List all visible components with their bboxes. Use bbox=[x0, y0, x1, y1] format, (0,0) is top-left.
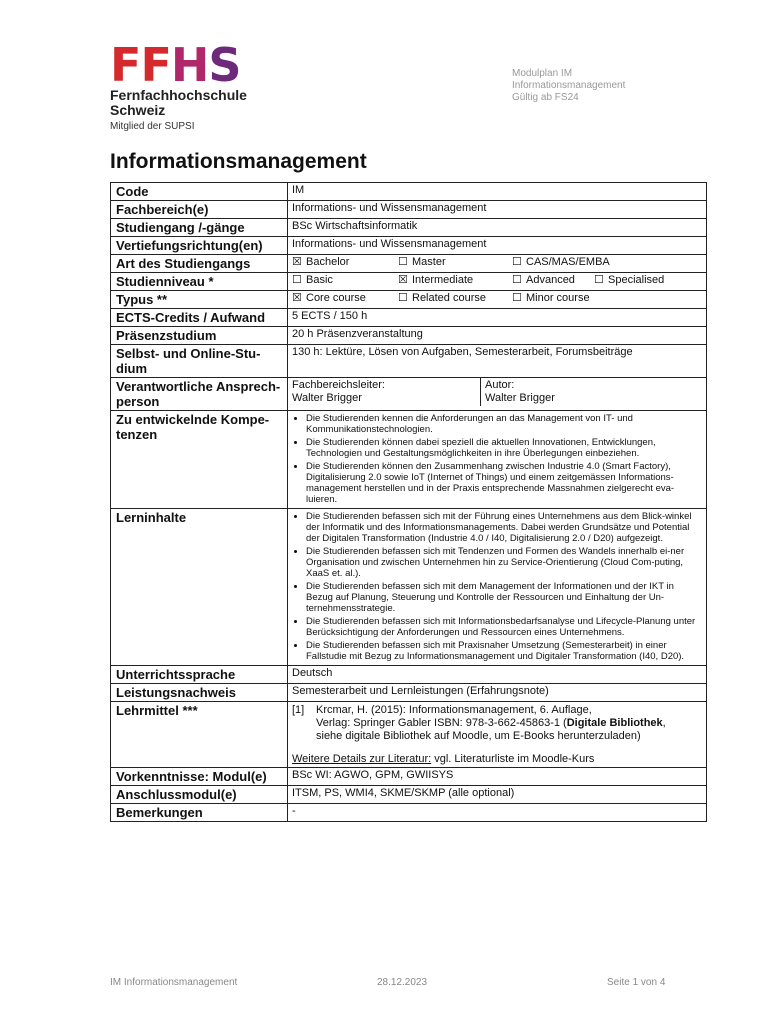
reference-number: [1] bbox=[292, 704, 305, 716]
header-line: Modulplan IM bbox=[512, 68, 573, 79]
option-cas-mas-emba bbox=[512, 256, 610, 269]
option-label: Master bbox=[412, 256, 446, 268]
option-minor-course bbox=[512, 292, 590, 305]
row-label: Studiengang /-gänge bbox=[111, 219, 288, 237]
logo-letter: F bbox=[110, 38, 141, 92]
row-value bbox=[288, 702, 707, 768]
checkbox-icon: ☒ bbox=[398, 274, 408, 286]
row-sprache bbox=[111, 666, 707, 684]
row-label: Vorkenntnisse: Modul(e) bbox=[111, 768, 288, 786]
row-options bbox=[288, 291, 707, 309]
row-value: Semesterarbeit und Lernleistungen (Erfahrungsnote) bbox=[288, 684, 707, 702]
row-value: BSc Wirtschaftsinformatik bbox=[288, 219, 707, 237]
list-item: • Die Studierenden befassen sich mit dem Management der Informationen und der IKT in Bezug auf Planung, Steuerung und Kontrolle der Ressourcen und Einhaltung der Un-ternehmensstrategie. bbox=[306, 581, 702, 614]
row-options bbox=[288, 255, 707, 273]
row-label: Art des Studiengangs bbox=[111, 255, 288, 273]
row-label: Anschlussmodul(e) bbox=[111, 786, 288, 804]
row-verantwortlich bbox=[111, 378, 707, 411]
option-label: Intermediate bbox=[412, 274, 474, 286]
row-leistungsnachweis bbox=[111, 684, 707, 702]
row-art bbox=[111, 255, 707, 273]
option-master bbox=[398, 256, 512, 269]
row-vertiefung bbox=[111, 237, 707, 255]
row-label: Unterrichtssprache bbox=[111, 666, 288, 684]
contact-name: Walter Brigger bbox=[292, 392, 362, 404]
contact-name: Walter Brigger bbox=[485, 392, 555, 404]
header-line: Gültig ab FS24 bbox=[512, 92, 579, 103]
row-label: ECTS-Credits / Aufwand bbox=[111, 309, 288, 327]
row-value: - bbox=[288, 804, 707, 822]
option-label: Core course bbox=[306, 292, 366, 304]
checkbox-icon: ☐ bbox=[594, 274, 604, 286]
row-options bbox=[288, 273, 707, 291]
row-value: Informations- und Wissensmanagement bbox=[288, 237, 707, 255]
row-niveau bbox=[111, 273, 707, 291]
option-label: Minor course bbox=[526, 292, 590, 304]
contact-left bbox=[288, 378, 481, 406]
row-kompetenzen bbox=[111, 411, 707, 509]
option-label: Bachelor bbox=[306, 256, 350, 268]
checkbox-icon: ☐ bbox=[512, 292, 522, 304]
literature-details-text: vgl. Literaturliste im Moodle-Kurs bbox=[431, 753, 595, 765]
checkbox-icon: ☒ bbox=[292, 292, 302, 304]
row-label: Lerninhalte bbox=[111, 509, 288, 666]
option-label: Related course bbox=[412, 292, 486, 304]
bullet-list bbox=[292, 511, 702, 662]
option-core-course bbox=[292, 292, 398, 305]
option-label: CAS/MAS/EMBA bbox=[526, 256, 610, 268]
row-lehrmittel bbox=[111, 702, 707, 768]
document-header bbox=[512, 68, 625, 104]
option-specialised bbox=[594, 274, 664, 287]
option-advanced bbox=[512, 274, 594, 287]
list-item: • Die Studierenden befassen sich mit Praxisnaher Umsetzung (Semesterarbeit) in einer Fallstudie mit Bezug zu Informationsmanagement und Digitaler Transformation (I40, D20). bbox=[306, 640, 702, 662]
footer-module: IM Informationsmanagement bbox=[110, 977, 238, 988]
row-value bbox=[288, 378, 707, 411]
digitale-bibliothek-text: Digitale Bibliothek bbox=[566, 717, 663, 729]
row-label: Zu entwickelnde Kompe-tenzen bbox=[111, 411, 288, 509]
row-label: Fachbereich(e) bbox=[111, 201, 288, 219]
page-title: Informationsmanagement bbox=[110, 150, 367, 173]
row-value: 130 h: Lektüre, Lösen von Aufgaben, Semesterarbeit, Forumsbeiträge bbox=[288, 345, 707, 378]
checkbox-icon: ☐ bbox=[292, 274, 302, 286]
list-item: • Die Studierenden kennen die Anforderungen an das Management von IT- und Kommunikationstechnologien. bbox=[306, 413, 702, 435]
row-lerninhalte bbox=[111, 509, 707, 666]
checkbox-icon: ☐ bbox=[512, 274, 522, 286]
row-bemerkungen bbox=[111, 804, 707, 822]
logo-subtitle: Mitglied der SUPSI bbox=[110, 121, 195, 132]
ffhs-logo bbox=[110, 38, 247, 133]
reference-line bbox=[292, 704, 702, 717]
row-label: Studienniveau * bbox=[111, 273, 288, 291]
module-table bbox=[110, 182, 707, 822]
row-value: IM bbox=[288, 183, 707, 201]
checkbox-icon: ☐ bbox=[398, 292, 408, 304]
row-ects bbox=[111, 309, 707, 327]
contact-role: Autor: bbox=[485, 379, 515, 391]
list-item: • Die Studierenden befassen sich mit der Führung eines Unternehmens aus dem Blick-winkel der Informatik und des Informationsmanagements. Dabei werden Grundsätze und Potential der Digitalen Transformation (Industrie 4.0 / I40, Digitalisierung 2.0 / D20) aufgezeigt. bbox=[306, 511, 702, 544]
footer-date: 28.12.2023 bbox=[377, 977, 428, 988]
row-anschlussmodul bbox=[111, 786, 707, 804]
row-value: Informations- und Wissensmanagement bbox=[288, 201, 707, 219]
row-praesenz bbox=[111, 327, 707, 345]
option-intermediate bbox=[398, 274, 512, 287]
logo-name-line1: Fernfachhochschule bbox=[110, 87, 247, 103]
literature-details-heading: Weitere Details zur Literatur: bbox=[292, 753, 432, 765]
row-selbststudium bbox=[111, 345, 707, 378]
reference-text: Verlag: Springer Gabler ISBN: 978-3-662-45863-1 ( bbox=[316, 717, 567, 729]
contact-role: Fachbereichsleiter: bbox=[292, 379, 385, 391]
list-item: • Die Studierenden befassen sich mit Tendenzen und Formen des Wandels innerhalb ei-ner Organisation und zwischen Unternehmen hin zu Service-Orientierung (Cloud Com-puting, XaaS et. al.). bbox=[306, 546, 702, 579]
checkbox-icon: ☐ bbox=[398, 256, 408, 268]
row-value: 20 h Präsenzveranstaltung bbox=[288, 327, 707, 345]
reference-line: siehe digitale Bibliothek auf Moodle, um E-Books herunterzuladen) bbox=[316, 730, 641, 742]
list-item: • Die Studierenden können dabei speziell die aktuellen Innovationen, Entwicklungen, Technologien und Gestaltungsmöglichkeiten in ihre Überlegungen einbeziehen. bbox=[306, 437, 702, 459]
header-line: Informationsmanagement bbox=[512, 80, 626, 91]
checkbox-icon: ☐ bbox=[512, 256, 522, 268]
row-value: 5 ECTS / 150 h bbox=[288, 309, 707, 327]
bullet-list bbox=[292, 413, 702, 505]
option-label: Advanced bbox=[526, 274, 575, 286]
logo-mark bbox=[110, 38, 247, 92]
option-basic bbox=[292, 274, 398, 287]
reference-text: Krcmar, H. (2015): Informationsmanagement, 6. Auflage, bbox=[316, 704, 592, 716]
list-item: • Die Studierenden befassen sich mit Informationsbedarfsanalyse und Lifecycle-Planung unter Berücksichtigung der Anforderungen und Ressourcen eines Unternehmens. bbox=[306, 616, 702, 638]
row-typus bbox=[111, 291, 707, 309]
row-value: ITSM, PS, WMI4, SKME/SKMP (alle optional) bbox=[288, 786, 707, 804]
row-value bbox=[288, 411, 707, 509]
row-label: Lehrmittel *** bbox=[111, 702, 288, 768]
row-vorkenntnisse bbox=[111, 768, 707, 786]
footer-page-number: Seite 1 von 4 bbox=[607, 977, 666, 988]
logo-letter: F bbox=[140, 38, 171, 92]
option-related-course bbox=[398, 292, 512, 305]
row-value: Deutsch bbox=[288, 666, 707, 684]
row-value bbox=[288, 509, 707, 666]
contact-right bbox=[481, 378, 559, 406]
row-label: Leistungsnachweis bbox=[111, 684, 288, 702]
reference-text: , bbox=[662, 717, 666, 729]
row-code bbox=[111, 183, 707, 201]
option-label: Basic bbox=[306, 274, 333, 286]
option-label: Specialised bbox=[608, 274, 665, 286]
row-label: Verantwortliche Ansprech-person bbox=[111, 378, 288, 411]
logo-letter: H bbox=[170, 38, 209, 92]
row-label: Selbst- und Online-Stu-dium bbox=[111, 345, 288, 378]
row-value: BSc WI: AGWO, GPM, GWIISYS bbox=[288, 768, 707, 786]
checkbox-icon: ☒ bbox=[292, 256, 302, 268]
logo-name-line2: Schweiz bbox=[110, 102, 166, 118]
row-label: Bemerkungen bbox=[111, 804, 288, 822]
option-bachelor bbox=[292, 256, 398, 269]
row-label: Typus ** bbox=[111, 291, 288, 309]
row-label: Vertiefungsrichtung(en) bbox=[111, 237, 288, 255]
logo-letter: S bbox=[208, 38, 241, 92]
row-studiengang bbox=[111, 219, 707, 237]
list-item: • Die Studierenden können den Zusammenhang zwischen Industrie 4.0 (Smart Factory), Digitalisierung 2.0 sowie IoT (Internet of Things) und einem zeitgemässen Informations-management herstellen und in der Praxis entsprechende Massnahmen zielgerecht eva-luieren. bbox=[306, 461, 702, 505]
row-label: Präsenzstudium bbox=[111, 327, 288, 345]
row-fachbereich bbox=[111, 201, 707, 219]
literature-details bbox=[292, 753, 702, 766]
row-label: Code bbox=[111, 183, 288, 201]
reference-line bbox=[292, 717, 702, 730]
